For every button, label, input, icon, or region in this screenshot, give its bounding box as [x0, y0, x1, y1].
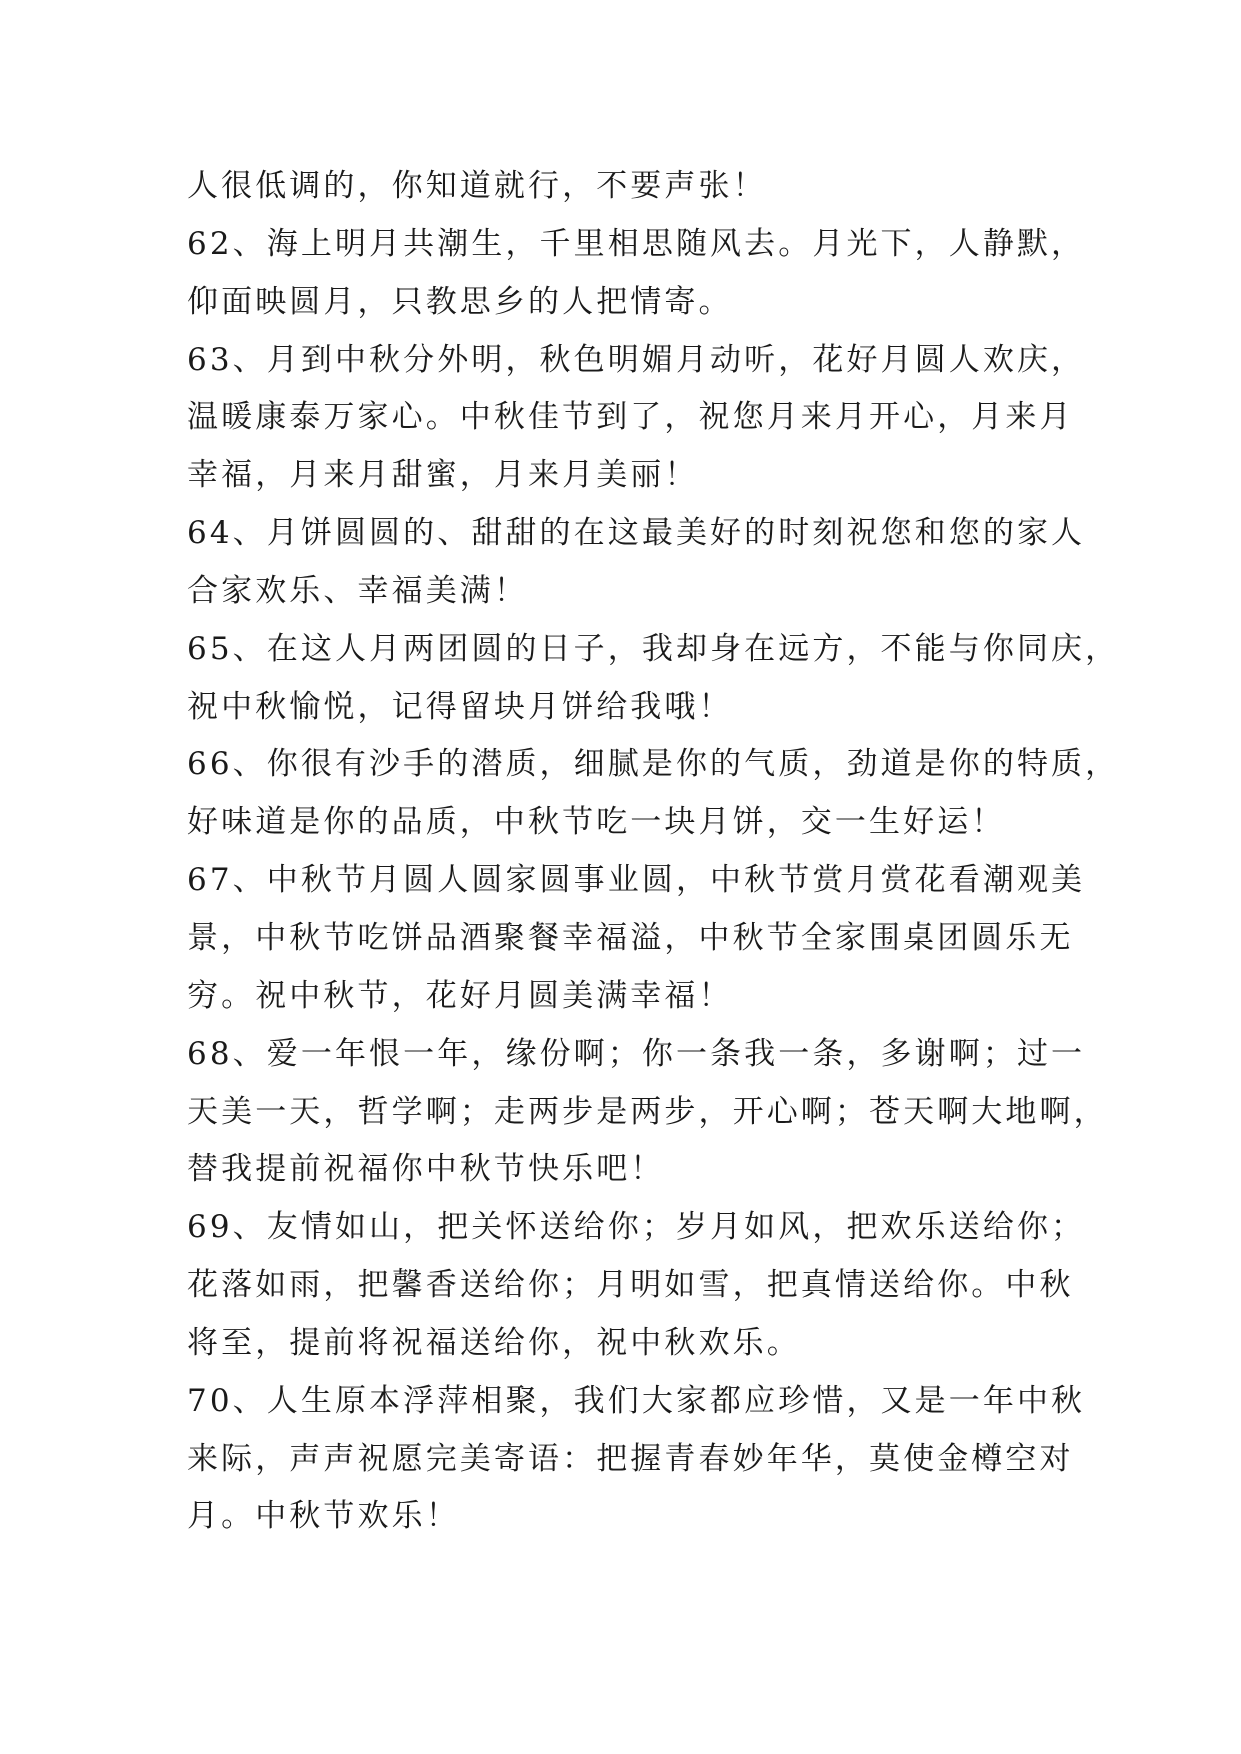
text-line: 62、海上明月共潮生，千里相思随风去。月光下，人静默，	[187, 225, 1086, 262]
text-line: 合家欢乐、幸福美满！	[187, 572, 528, 609]
text-line: 64、月饼圆圆的、甜甜的在这最美好的时刻祝您和您的家人	[187, 515, 1086, 552]
text-line: 将至，提前将祝福送给你，祝中秋欢乐。	[187, 1324, 801, 1361]
text-line: 好味道是你的品质，中秋节吃一块月饼，交一生好运！	[187, 804, 1006, 841]
text-line: 温暖康泰万家心。中秋佳节到了，祝您月来月开心，月来月	[187, 399, 1074, 436]
text-line: 月。中秋节欢乐！	[187, 1498, 460, 1535]
text-line: 天美一天，哲学啊；走两步是两步，开心啊；苍天啊大地啊，	[187, 1093, 1108, 1130]
text-line: 幸福，月来月甜蜜，月来月美丽！	[187, 457, 699, 494]
text-line: 67、中秋节月圆人圆家圆事业圆，中秋节赏月赏花看潮观美	[187, 862, 1086, 899]
text-line: 花落如雨，把馨香送给你；月明如雪，把真情送给你。中秋	[187, 1267, 1074, 1304]
text-line: 人很低调的，你知道就行，不要声张！	[187, 168, 767, 204]
text-line: 70、人生原本浮萍相聚，我们大家都应珍惜，又是一年中秋	[187, 1382, 1086, 1419]
text-line: 祝中秋愉悦，记得留块月饼给我哦！	[187, 688, 733, 725]
text-line: 替我提前祝福你中秋节快乐吧！	[187, 1151, 665, 1188]
text-line: 69、友情如山，把关怀送给你；岁月如风，把欢乐送给你；	[187, 1209, 1086, 1246]
text-line: 仰面映圆月，只教思乡的人把情寄。	[187, 283, 733, 320]
text-line: 景，中秋节吃饼品酒聚餐幸福溢，中秋节全家围桌团圆乐无	[187, 919, 1074, 956]
text-line: 68、爱一年恨一年，缘份啊；你一条我一条，多谢啊；过一	[187, 1035, 1086, 1072]
text-line: 65、在这人月两团圆的日子，我却身在远方，不能与你同庆，	[187, 630, 1120, 667]
text-line: 穷。祝中秋节，花好月圆美满幸福！	[187, 977, 733, 1014]
text-line: 63、月到中秋分外明，秋色明媚月动听，花好月圆人欢庆，	[187, 341, 1086, 378]
text-line: 来际，声声祝愿完美寄语：把握青春妙年华，莫使金樽空对	[187, 1440, 1074, 1477]
text-line: 66、你很有沙手的潜质，细腻是你的气质，劲道是你的特质，	[187, 746, 1120, 783]
document-body	[187, 158, 1120, 1546]
